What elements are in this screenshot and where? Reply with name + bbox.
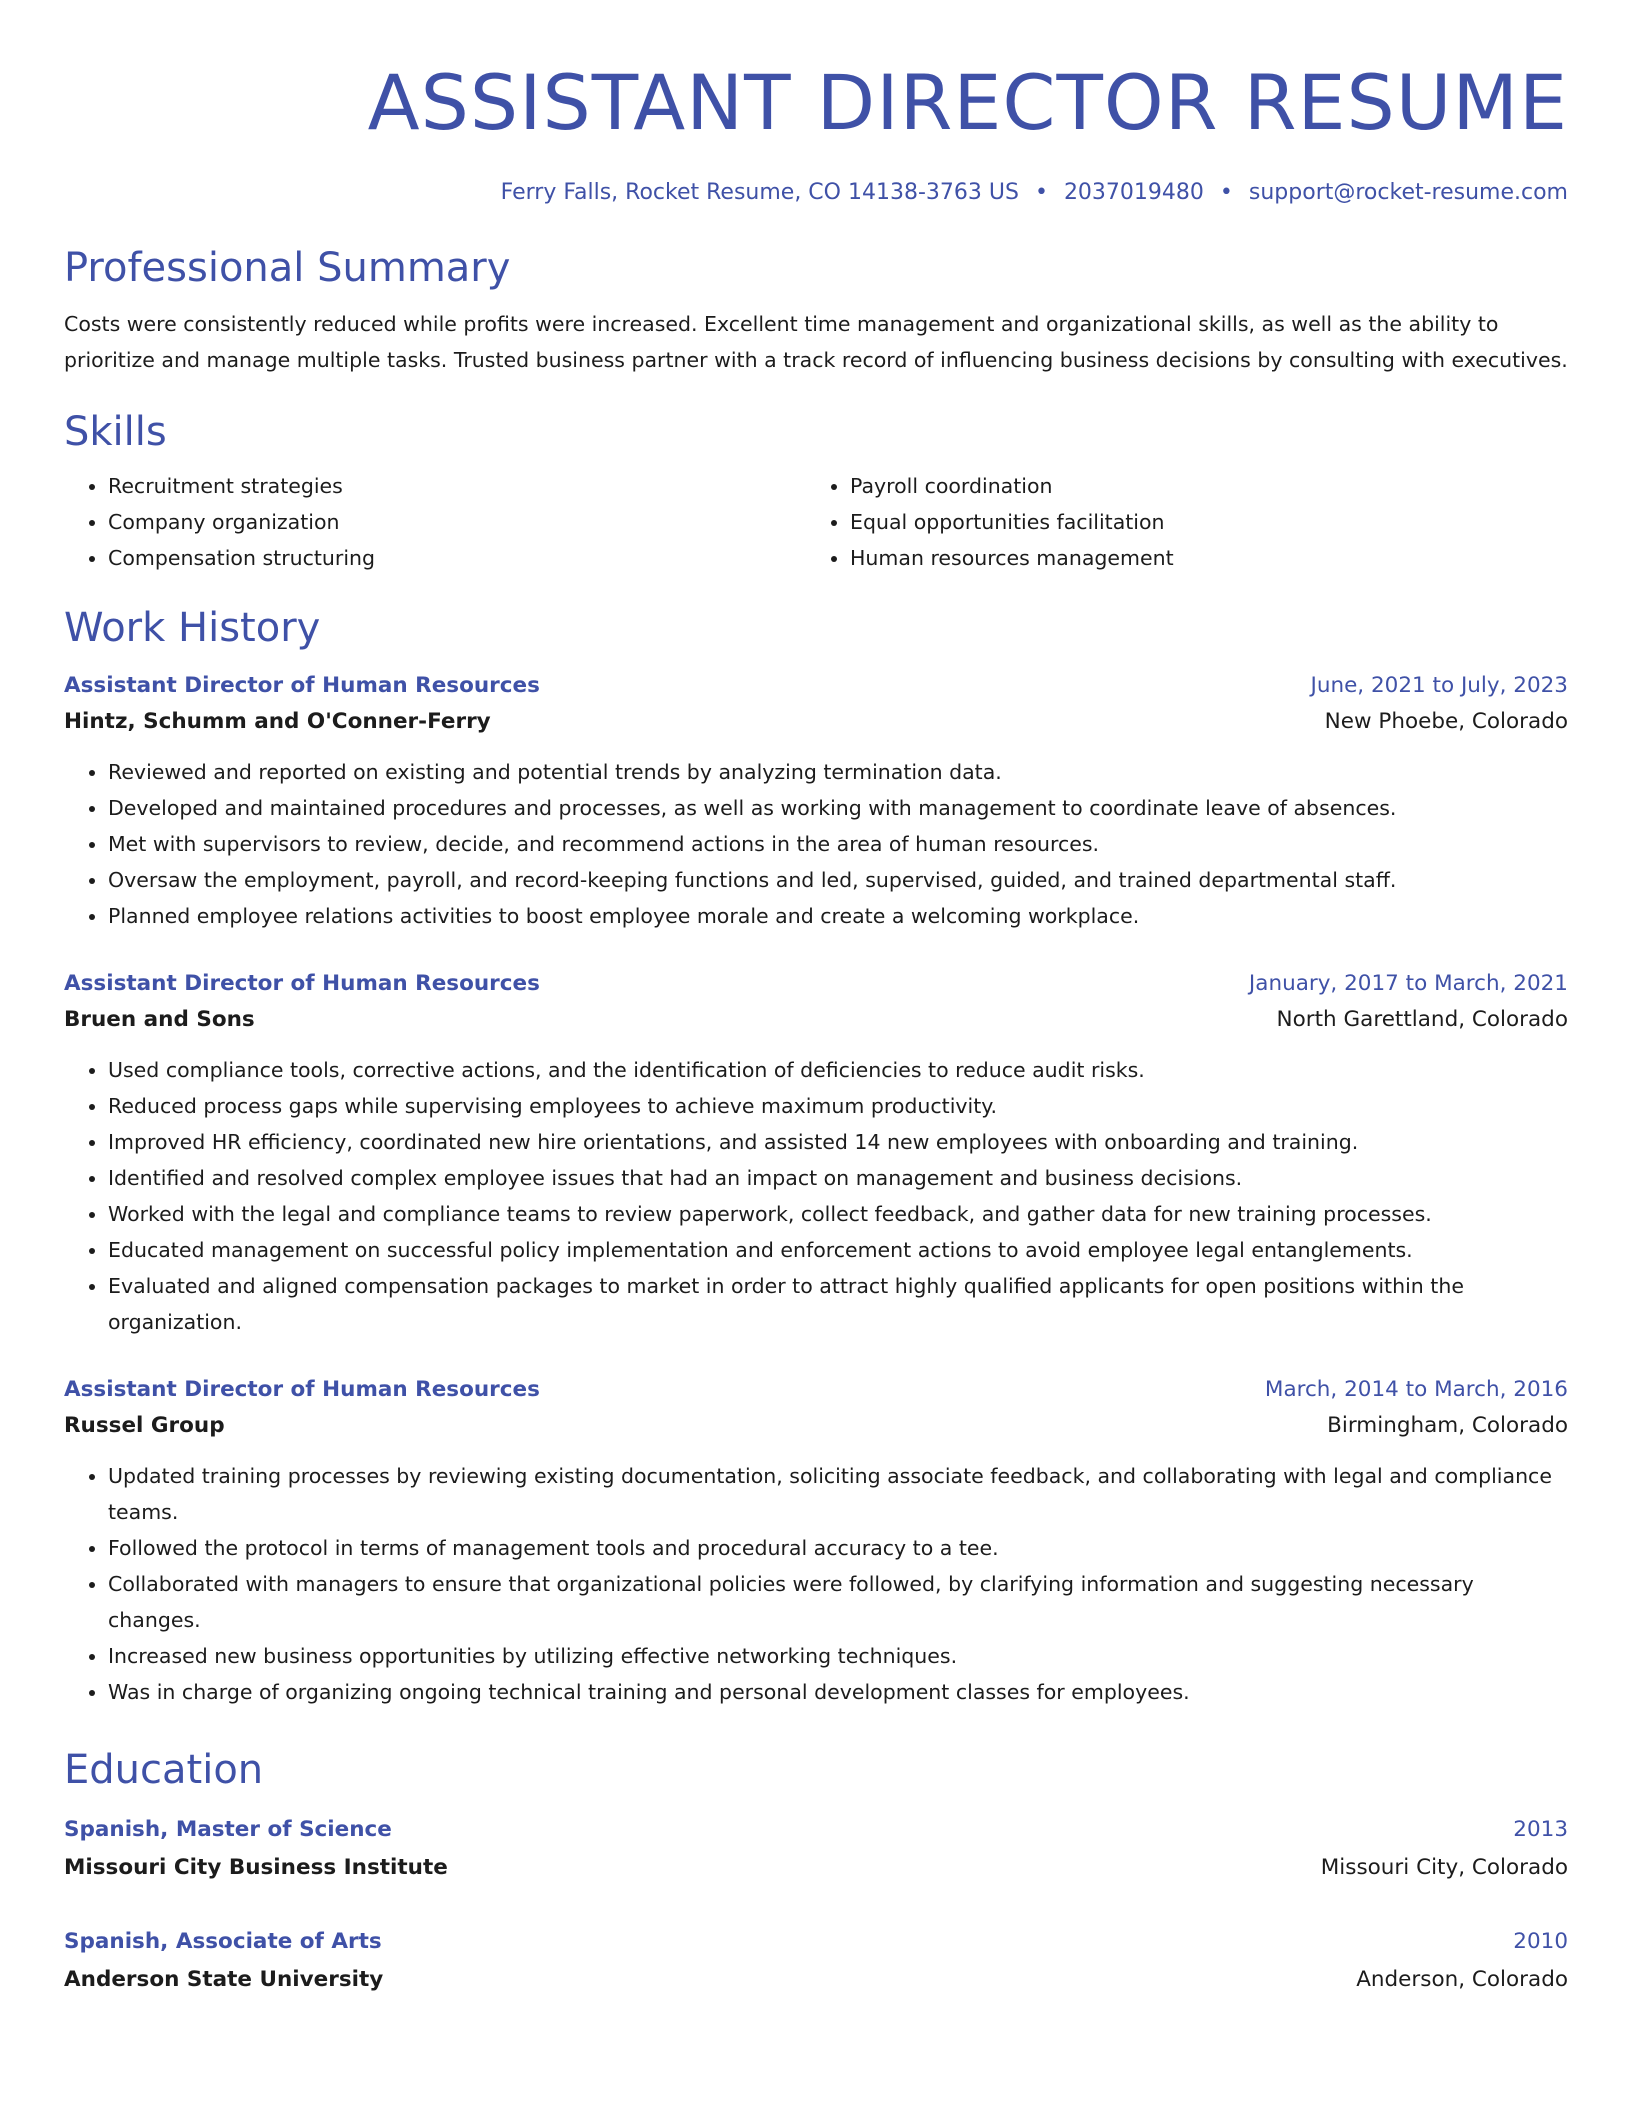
skill-item: • Human resources management	[850, 540, 1548, 576]
education-header	[64, 1812, 1568, 1848]
job-location: Birmingham, Colorado	[1327, 1413, 1568, 1438]
education-school: Missouri City Business Institute	[64, 1855, 448, 1880]
separator-dot: •	[1034, 180, 1048, 205]
job-bullet: • Oversaw the employment, payroll, and record-keeping functions and led, supervised, guided, and trained departmental staff.	[108, 862, 1568, 898]
skills-grid	[64, 468, 1568, 576]
address: Ferry Falls, Rocket Resume, CO 14138-3763 US	[500, 180, 1019, 205]
job-role: Assistant Director of Human Resources	[64, 673, 540, 698]
job-location: New Phoebe, Colorado	[1324, 709, 1568, 734]
job-entry	[64, 668, 1568, 934]
education-subheader	[64, 1960, 1568, 2000]
education-degree: Spanish, Associate of Arts	[64, 1929, 382, 1954]
job-bullet: • Identified and resolved complex employee issues that had an impact on management and business decisions.	[108, 1160, 1568, 1196]
job-bullet: • Met with supervisors to review, decide, and recommend actions in the area of human resources.	[108, 826, 1568, 862]
skill-item: • Recruitment strategies	[108, 468, 806, 504]
section-title-skills: Skills	[64, 409, 167, 455]
job-entry	[64, 966, 1568, 1340]
contact-line	[64, 178, 1568, 208]
skill-item: • Compensation structuring	[108, 540, 806, 576]
job-role: Assistant Director of Human Resources	[64, 1377, 540, 1402]
education-school: Anderson State University	[64, 1967, 384, 1992]
job-bullet: • Updated training processes by reviewing existing documentation, soliciting associate feedback, and collaborating with legal and compliance teams.	[108, 1458, 1568, 1530]
job-bullet: • Educated management on successful policy implementation and enforcement actions to avoid employee legal entanglements.	[108, 1232, 1568, 1268]
job-dates: June, 2021 to July, 2023	[1310, 673, 1568, 698]
job-bullet: • Evaluated and aligned compensation packages to market in order to attract highly qualified applicants for open positions within the organization.	[108, 1268, 1568, 1340]
education-entry	[64, 1924, 1568, 2000]
section-title-summary: Professional Summary	[64, 245, 511, 291]
summary-text: Costs were consistently reduced while profits were increased. Excellent time management and organizational skills, as well as the ability to prioritize and manage multiple tasks. Trusted business partner with a track record of influencing business decisions by consulting with executives.	[64, 312, 1568, 372]
education-year: 2013	[1513, 1817, 1568, 1842]
job-header	[64, 1372, 1568, 1408]
job-bullet: • Was in charge of organizing ongoing technical training and personal development classes for employees.	[108, 1674, 1568, 1710]
skills-list-left	[64, 468, 806, 576]
job-subheader	[64, 704, 1568, 740]
job-bullets	[64, 1052, 1568, 1340]
job-bullet: • Reduced process gaps while supervising employees to achieve maximum productivity.	[108, 1088, 1568, 1124]
education-location: Missouri City, Colorado	[1320, 1855, 1568, 1880]
job-role: Assistant Director of Human Resources	[64, 971, 540, 996]
section-title-education: Education	[64, 1747, 264, 1793]
job-subheader	[64, 1408, 1568, 1444]
skill-item: • Payroll coordination	[850, 468, 1548, 504]
job-bullet: • Followed the protocol in terms of management tools and procedural accuracy to a tee.	[108, 1530, 1568, 1566]
job-entry	[64, 1372, 1568, 1710]
separator-dot: •	[1219, 180, 1233, 205]
job-company: Bruen and Sons	[64, 1007, 255, 1032]
education-subheader	[64, 1848, 1568, 1888]
section-title-work-history: Work History	[64, 605, 321, 651]
job-subheader	[64, 1002, 1568, 1038]
job-company: Hintz, Schumm and O'Conner-Ferry	[64, 709, 491, 734]
resume-title: ASSISTANT DIRECTOR RESUME	[367, 58, 1568, 147]
education-location: Anderson, Colorado	[1356, 1967, 1568, 1992]
email-link[interactable]: support@rocket-resume.com	[1248, 180, 1568, 205]
job-dates: March, 2014 to March, 2016	[1264, 1377, 1568, 1402]
job-bullets	[64, 1458, 1568, 1710]
skill-item: • Equal opportunities facilitation	[850, 504, 1548, 540]
job-bullet: • Improved HR efficiency, coordinated new hire orientations, and assisted 14 new employees with onboarding and training.	[108, 1124, 1568, 1160]
job-dates: January, 2017 to March, 2021	[1248, 971, 1568, 996]
job-bullet: • Used compliance tools, corrective actions, and the identification of deficiencies to reduce audit risks.	[108, 1052, 1568, 1088]
job-company: Russel Group	[64, 1413, 225, 1438]
job-bullet: • Collaborated with managers to ensure that organizational policies were followed, by clarifying information and suggesting necessary changes.	[108, 1566, 1568, 1638]
job-bullets	[64, 754, 1568, 934]
job-header	[64, 668, 1568, 704]
job-header	[64, 966, 1568, 1002]
education-degree: Spanish, Master of Science	[64, 1817, 392, 1842]
job-bullet: • Increased new business opportunities by utilizing effective networking techniques.	[108, 1638, 1568, 1674]
education-header	[64, 1924, 1568, 1960]
job-bullet: • Worked with the legal and compliance teams to review paperwork, collect feedback, and gather data for new training processes.	[108, 1196, 1568, 1232]
resume-header	[64, 58, 1568, 208]
education-entry	[64, 1812, 1568, 1888]
skill-item: • Company organization	[108, 504, 806, 540]
job-bullet: • Reviewed and reported on existing and potential trends by analyzing termination data.	[108, 754, 1568, 790]
job-bullet: • Planned employee relations activities to boost employee morale and create a welcoming workplace.	[108, 898, 1568, 934]
job-location: North Garettland, Colorado	[1276, 1007, 1568, 1032]
job-bullet: • Developed and maintained procedures and processes, as well as working with management to coordinate leave of absences.	[108, 790, 1568, 826]
phone: 2037019480	[1063, 180, 1204, 205]
education-year: 2010	[1513, 1929, 1568, 1954]
skills-list-right	[806, 468, 1548, 576]
